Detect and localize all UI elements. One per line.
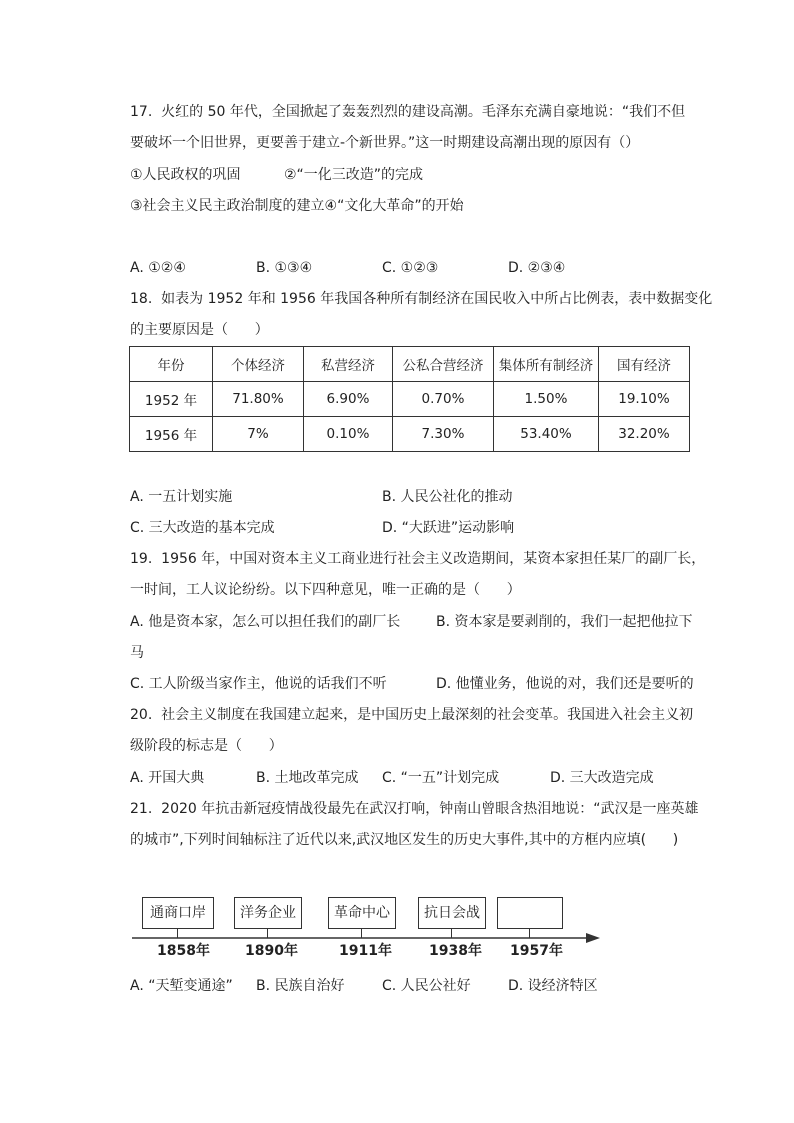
- timeline-year-5: 1957年: [510, 943, 563, 959]
- table-header-cell: 国有经济: [599, 347, 690, 382]
- timeline-event-3: 革命中心: [328, 897, 396, 929]
- q21-option-d[interactable]: D. 设经济特区: [508, 978, 598, 994]
- table-cell: 32.20%: [599, 417, 690, 452]
- q17-option-b[interactable]: B. ①③④: [256, 260, 313, 276]
- timeline-event-2: 洋务企业: [234, 897, 302, 929]
- q21-option-a[interactable]: A. “天堑变通途”: [130, 978, 233, 994]
- q17-option-c[interactable]: C. ①②③: [382, 260, 439, 276]
- q19-stem-line1: 19. 1956 年，中国对资本主义工商业进行社会主义改造期间，某资本家担任某厂的副厂长，: [130, 551, 706, 567]
- q18-stem-line2: 的主要原因是（ ）: [130, 322, 269, 338]
- table-row: [130, 382, 690, 417]
- q20-option-b[interactable]: B. 土地改革完成: [256, 770, 359, 786]
- q19-option-b[interactable]: B. 资本家是要剥削的，我们一起把他拉下: [436, 614, 693, 630]
- table-cell: 0.10%: [304, 417, 393, 452]
- q18-option-c[interactable]: C. 三大改造的基本完成: [130, 520, 275, 536]
- q18-option-d[interactable]: D. “大跃进”运动影响: [382, 520, 515, 536]
- table-cell: 7%: [213, 417, 304, 452]
- q21-stem-line2: 的城市”,下列时间轴标注了近代以来,武汉地区发生的历史大事件,其中的方框内应填( ): [130, 832, 679, 848]
- timeline-year-1: 1858年: [157, 943, 210, 959]
- timeline-tick: [267, 928, 268, 938]
- q20-stem-line2: 级阶段的标志是（ ）: [130, 738, 283, 754]
- q20-option-a[interactable]: A. 开国大典: [130, 770, 205, 786]
- timeline-answer-blank-box[interactable]: [497, 897, 563, 929]
- q17-item-3-4: ③社会主义民主政治制度的建立④“文化大革命”的开始: [130, 198, 464, 214]
- timeline-event-1: 通商口岸: [142, 897, 214, 929]
- table-header-cell: 个体经济: [213, 347, 304, 382]
- timeline-event-4: 抗日会战: [418, 897, 486, 929]
- q19-option-c[interactable]: C. 工人阶级当家作主，他说的话我们不听: [130, 676, 387, 692]
- q18-option-a[interactable]: A. 一五计划实施: [130, 489, 233, 505]
- timeline-tick: [451, 928, 452, 938]
- table-cell: 19.10%: [599, 382, 690, 417]
- q19-option-b-continued: 马: [130, 645, 144, 661]
- arrow-right-icon: [586, 933, 600, 943]
- q19-option-d[interactable]: D. 他懂业务，他说的对，我们还是要听的: [436, 676, 694, 692]
- table-cell: 1956 年: [130, 417, 213, 452]
- q17-option-d[interactable]: D. ②③④: [508, 260, 566, 276]
- q17-option-a[interactable]: A. ①②④: [130, 260, 186, 276]
- q17-stem-line1: 17. 火红的 50 年代，全国掀起了轰轰烈烈的建设高潮。毛泽东充满自豪地说：“我们不但: [130, 104, 686, 120]
- table-header-cell: 集体所有制经济: [494, 347, 599, 382]
- q17-stem-line2: 要破坏一个旧世界，更要善于建立-个新世界。”这一时期建设高潮出现的原因有（）: [130, 135, 640, 151]
- q21-option-b[interactable]: B. 民族自治好: [256, 978, 345, 994]
- table-cell: 6.90%: [304, 382, 393, 417]
- timeline-year-4: 1938年: [429, 943, 482, 959]
- timeline-tick: [177, 928, 178, 938]
- table-cell: 1952 年: [130, 382, 213, 417]
- q17-item-2: ②“一化三改造”的完成: [284, 167, 424, 183]
- table-cell: 1.50%: [494, 382, 599, 417]
- timeline-tick: [361, 928, 362, 938]
- q20-option-c[interactable]: C. “一五”计划完成: [382, 770, 500, 786]
- q17-item-1: ①人民政权的巩固: [130, 167, 241, 183]
- table-header-row: [130, 347, 690, 382]
- table-cell: 7.30%: [393, 417, 494, 452]
- table-row: [130, 417, 690, 452]
- q18-option-b[interactable]: B. 人民公社化的推动: [382, 489, 513, 505]
- timeline-year-2: 1890年: [245, 943, 298, 959]
- table-cell: 71.80%: [213, 382, 304, 417]
- q19-option-a[interactable]: A. 他是资本家，怎么可以担任我们的副厂长: [130, 614, 401, 630]
- table-header-cell: 公私合营经济: [393, 347, 494, 382]
- economy-ratio-table: [129, 346, 690, 452]
- table-header-cell: 私营经济: [304, 347, 393, 382]
- timeline-year-3: 1911年: [339, 943, 392, 959]
- table-cell: 0.70%: [393, 382, 494, 417]
- q21-option-c[interactable]: C. 人民公社好: [382, 978, 471, 994]
- q21-stem-line1: 21. 2020 年抗击新冠疫情战役最先在武汉打响，钟南山曾眼含热泪地说：“武汉是一座英雄: [130, 801, 699, 817]
- q20-option-d[interactable]: D. 三大改造完成: [550, 770, 654, 786]
- timeline-tick: [529, 928, 530, 938]
- q18-stem-line1: 18. 如表为 1952 年和 1956 年我国各种所有制经济在国民收入中所占比例表，表中数据变化: [130, 291, 713, 307]
- table-header-cell: 年份: [130, 347, 213, 382]
- table-cell: 53.40%: [494, 417, 599, 452]
- q19-stem-line2: 一时间，工人议论纷纷。以下四种意见，唯一正确的是（ ）: [130, 582, 521, 598]
- q20-stem-line1: 20. 社会主义制度在我国建立起来，是中国历史上最深刻的社会变革。我国进入社会主义初: [130, 707, 694, 723]
